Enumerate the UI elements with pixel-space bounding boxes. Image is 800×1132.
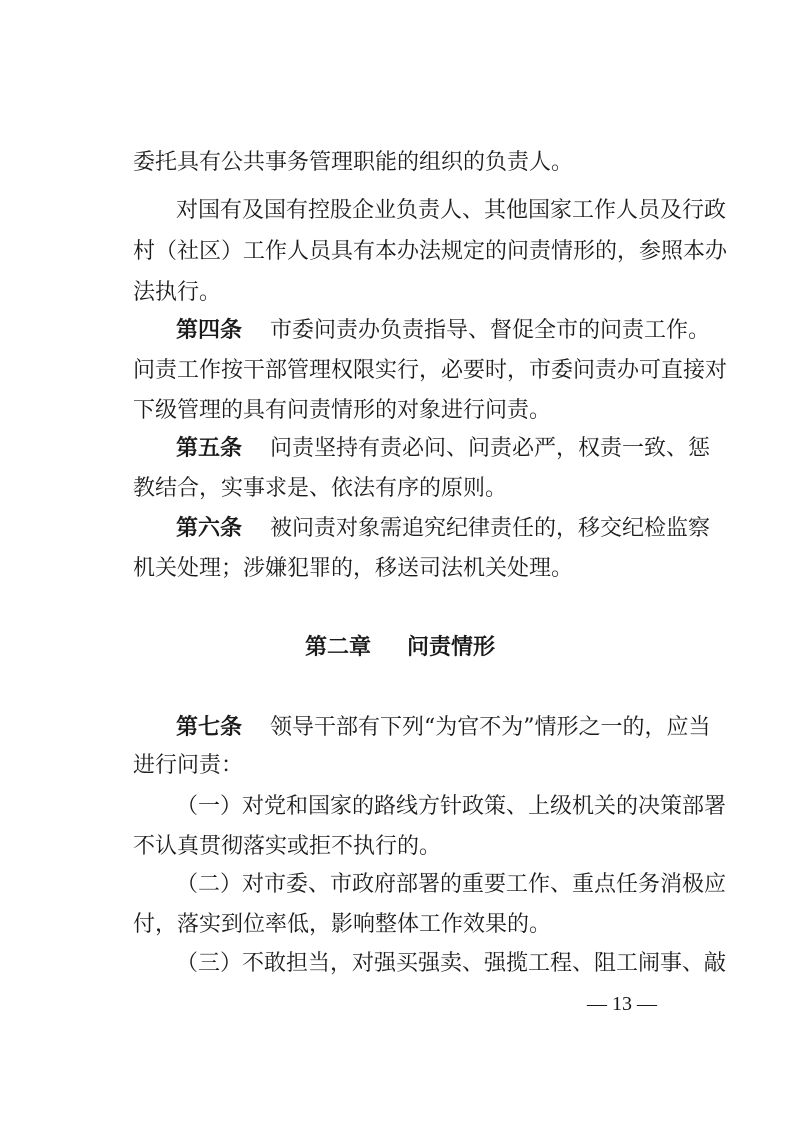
article-7-line: 第七条 领导干部有下列“为官不为”情形之一的，应当 xyxy=(176,715,711,740)
paragraph-line: 对国有及国有控股企业负责人、其他国家工作人员及行政 xyxy=(176,198,727,223)
article-5-line: 第五条 问责坚持有责必问、问责必严，权责一致、惩 xyxy=(176,436,711,461)
article-6-line: 第六条 被问责对象需追究纪律责任的，移交纪检监察 xyxy=(176,516,711,541)
paragraph-line: 村（社区）工作人员具有本办法规定的问责情形的，参照本办 xyxy=(133,239,728,264)
paragraph-line: 不认真贯彻落实或拒不执行的。 xyxy=(133,834,442,859)
list-item-line: （一）对党和国家的路线方针政策、上级机关的决策部署 xyxy=(176,794,727,819)
paragraph-line: 下级管理的具有问责情形的对象进行问责。 xyxy=(133,398,552,423)
paragraph-line: 进行问责： xyxy=(133,753,244,778)
article-heading: 第五条 xyxy=(176,436,243,461)
paragraph-line: 问责工作按干部管理权限实行，必要时，市委问责办可直接对 xyxy=(133,358,728,383)
list-item-line: （二）对市委、市政府部署的重要工作、重点任务消极应 xyxy=(176,872,727,897)
article-heading: 第四条 xyxy=(176,318,243,343)
article-heading: 第七条 xyxy=(176,715,243,740)
paragraph-line: 付，落实到位率低，影响整体工作效果的。 xyxy=(133,912,552,937)
paragraph-line: 机关处理；涉嫌犯罪的，移送司法机关处理。 xyxy=(133,556,574,581)
list-item-line: （三）不敢担当，对强买强卖、强揽工程、阻工闹事、敲 xyxy=(176,951,727,976)
article-heading: 第六条 xyxy=(176,516,243,541)
chapter-heading: 第二章 问责情形 xyxy=(304,635,496,660)
paragraph-line: 法执行。 xyxy=(133,280,222,305)
article-4-line: 第四条 市委问责办负责指导、督促全市的问责工作。 xyxy=(176,318,711,343)
paragraph-line: 教结合，实事求是、依法有序的原则。 xyxy=(133,476,508,501)
page-number: — 13 — xyxy=(587,993,657,1015)
paragraph-line: 委托具有公共事务管理职能的组织的负责人。 xyxy=(133,150,574,175)
